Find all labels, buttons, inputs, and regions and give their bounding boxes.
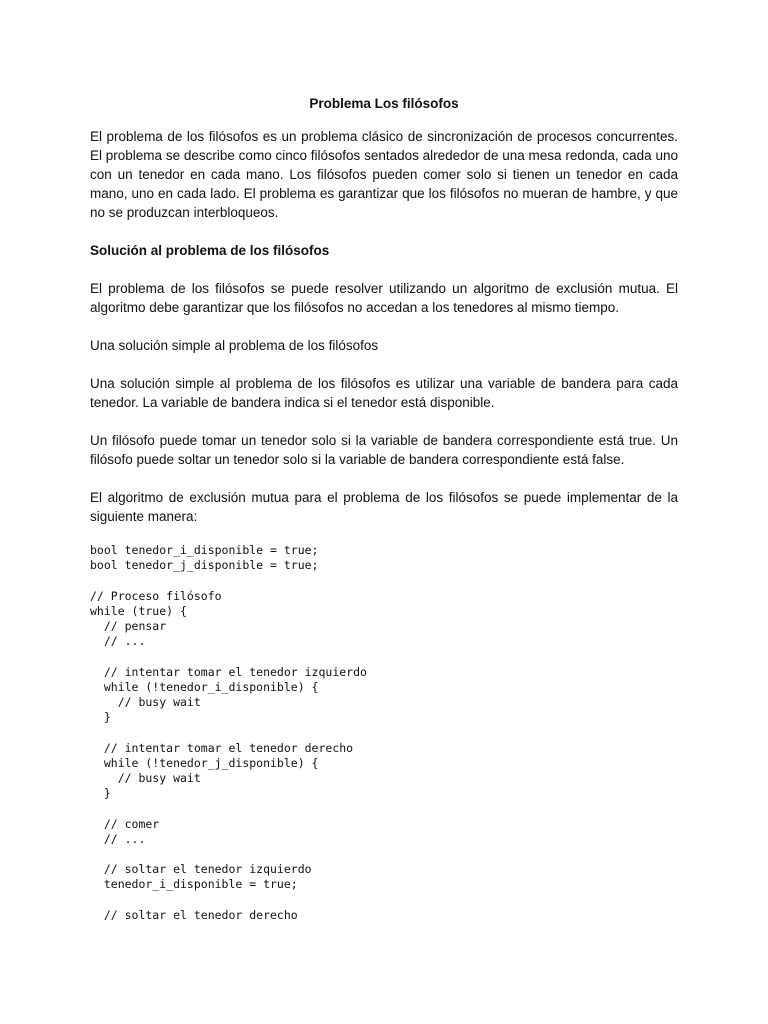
solution-heading: Solución al problema de los filósofos [90, 243, 330, 258]
code-block: bool tenedor_i_disponible = true; bool tenedor_j_disponible = true; // Proceso filósofo while (true) { // pensar // ... // intentar tomar el tenedor izquierdo while (!tenedor_i_disponible) { // busy wait } // intentar tomar el tenedor derecho while (!tenedor_j_disponible) { // busy wait } // comer // ... // soltar el tenedor izquierdo tenedor_i_disponible = true; // soltar el tenedor derecho [90, 543, 367, 922]
document-page [90, 0, 678, 1024]
rule-paragraph: Un filósofo puede tomar un tenedor solo si la variable de bandera correspondiente está true. Un filósofo puede soltar un tenedor solo si la variable de bandera correspondiente está false. [90, 433, 678, 467]
implementation-paragraph: El algoritmo de exclusión mutua para el problema de los filósofos se puede implementar de la siguiente manera: [90, 490, 678, 524]
document-title: Problema Los filósofos [309, 96, 459, 111]
solution-paragraph: El problema de los filósofos se puede resolver utilizando un algoritmo de exclusión mutua. El algoritmo debe garantizar que los filósofos no accedan a los tenedores al mismo tiempo. [90, 281, 678, 315]
simple-solution-heading: Una solución simple al problema de los filósofos [90, 338, 379, 353]
simple-solution-paragraph: Una solución simple al problema de los filósofos es utilizar una variable de bandera para cada tenedor. La variable de bandera indica si el tenedor está disponible. [90, 376, 678, 410]
intro-paragraph: El problema de los filósofos es un problema clásico de sincronización de procesos concurrentes. El problema se describe como cinco filósofos sentados alrededor de una mesa redonda, cada uno con un tenedor en cada mano. Los filósofos pueden comer solo si tienen un tenedor en cada mano, uno en cada lado. El problema es garantizar que los filósofos no mueran de hambre, y que no se produzcan interbloqueos. [90, 129, 678, 220]
